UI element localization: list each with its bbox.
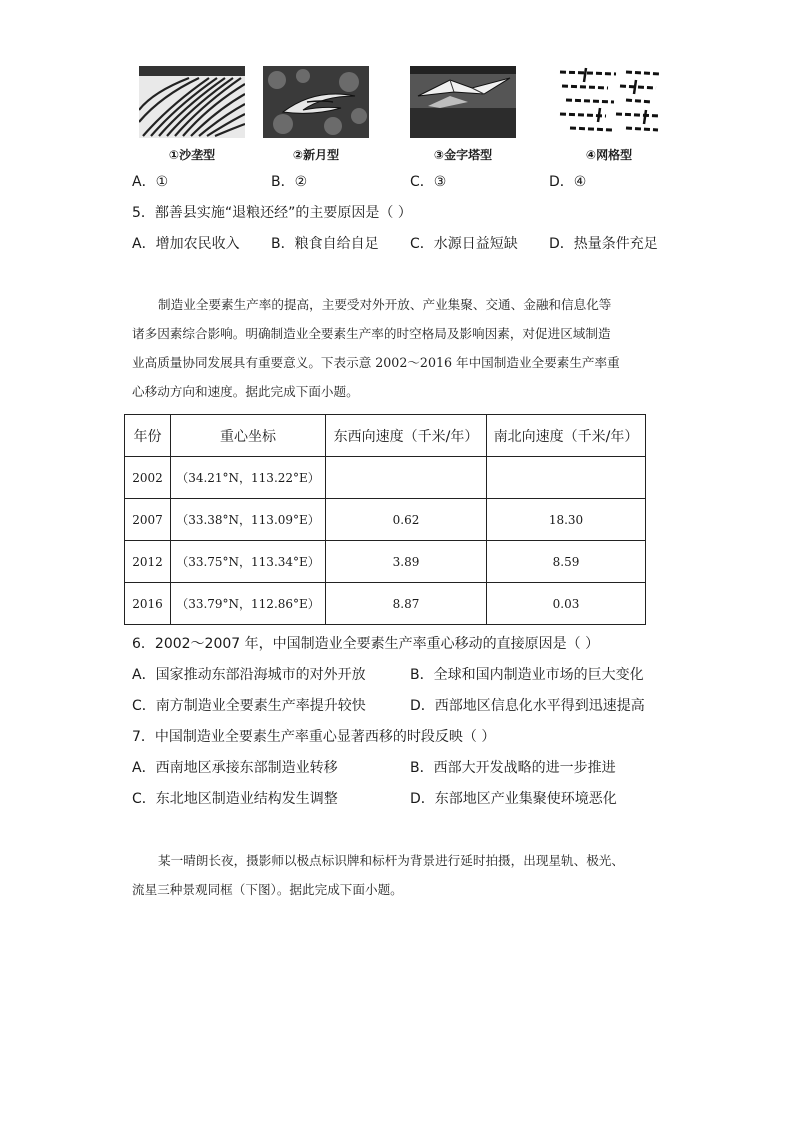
cell-ns-speed: 0.03 [487,583,646,625]
q6-option-b[interactable]: B．全球和国内制造业市场的巨大变化 [410,667,644,683]
cell-ns-speed: 18.30 [487,499,646,541]
passage-line: 制造业全要素生产率的提高，主要受对外开放、产业集聚、交通、金融和信息化等 [158,297,612,312]
passage-photography [132,846,672,904]
table-row [125,583,646,625]
cell-ew-speed: 3.89 [326,541,487,583]
cell-year: 2007 [125,499,171,541]
cell-ns-speed: 8.59 [487,541,646,583]
crescent-dune-photo [263,66,369,138]
table-row [125,499,646,541]
figure-pyramid [410,66,516,162]
cell-ew-speed: 0.62 [326,499,487,541]
cell-centroid: （33.38°N，113.09°E） [171,499,326,541]
q5-option-b[interactable]: B．粮食自给自足 [271,236,379,252]
q5-option-d[interactable]: D．热量条件充足 [549,236,658,252]
header-centroid: 重心坐标 [171,415,326,457]
cell-year: 2016 [125,583,171,625]
q7-option-a[interactable]: A．西南地区承接东部制造业转移 [132,760,338,776]
q5-option-a[interactable]: A．增加农民收入 [132,236,240,252]
q5-stem: 5．鄯善县实施“退粮还经”的主要原因是（ ） [132,205,412,221]
q4-option-c[interactable]: C．③ [410,174,447,190]
passage-line: 心移动方向和速度。据此完成下面小题。 [132,384,359,399]
grid-dune-photo [556,66,662,138]
cell-ew-speed: 8.87 [326,583,487,625]
q7-option-b[interactable]: B．西部大开发战略的进一步推进 [410,760,616,776]
cell-year: 2002 [125,457,171,499]
cell-year: 2012 [125,541,171,583]
figure-crescent [263,66,369,162]
figure-grid [556,66,662,162]
q6-option-d[interactable]: D．西部地区信息化水平得到迅速提高 [410,698,645,714]
figure-caption: ①沙垄型 [168,148,216,162]
figure-caption: ④网格型 [585,148,633,162]
q4-option-a[interactable]: A．① [132,174,169,190]
passage-line: 某一晴朗长夜，摄影师以极点标识牌和标杆为背景进行延时拍摄，出现星轨、极光、 [158,853,624,868]
q4-option-d[interactable]: D．④ [549,174,587,190]
q4-option-b[interactable]: B．② [271,174,308,190]
figure-caption: ③金字塔型 [433,148,493,162]
q6-option-c[interactable]: C．南方制造业全要素生产率提升较快 [132,698,366,714]
table-header-row [125,415,646,457]
cell-centroid: （34.21°N，113.22°E） [171,457,326,499]
pyramid-dune-photo [410,66,516,138]
centroid-table [124,414,646,625]
passage-manufacturing [132,290,672,406]
cell-centroid: （33.75°N，113.34°E） [171,541,326,583]
cell-ns-speed [487,457,646,499]
header-year: 年份 [125,415,171,457]
q7-option-d[interactable]: D．东部地区产业集聚使环境恶化 [410,791,617,807]
passage-line: 业高质量协同发展具有重要意义。下表示意 2002～2016 年中国制造业全要素生产率重 [132,355,620,370]
passage-line: 流星三种景观同框（下图）。据此完成下面小题。 [132,882,403,897]
q5-option-c[interactable]: C．水源日益短缺 [410,236,518,252]
figure-caption: ②新月型 [292,148,340,162]
header-ew-speed: 东西向速度（千米/年） [326,415,487,457]
q6-option-a[interactable]: A．国家推动东部沿海城市的对外开放 [132,667,366,683]
cell-centroid: （33.79°N，112.86°E） [171,583,326,625]
table-row [125,541,646,583]
sand-ridge-dune-photo [139,66,245,138]
q7-stem: 7．中国制造业全要素生产率重心显著西移的时段反映（ ） [132,729,496,745]
cell-ew-speed [326,457,487,499]
figure-sand-ridge [139,66,245,162]
q6-stem: 6．2002～2007 年，中国制造业全要素生产率重心移动的直接原因是（ ） [132,636,600,652]
passage-line: 诸多因素综合影响。明确制造业全要素生产率的时空格局及影响因素，对促进区域制造 [132,326,611,341]
q7-option-c[interactable]: C．东北地区制造业结构发生调整 [132,791,338,807]
table-row [125,457,646,499]
header-ns-speed: 南北向速度（千米/年） [487,415,646,457]
